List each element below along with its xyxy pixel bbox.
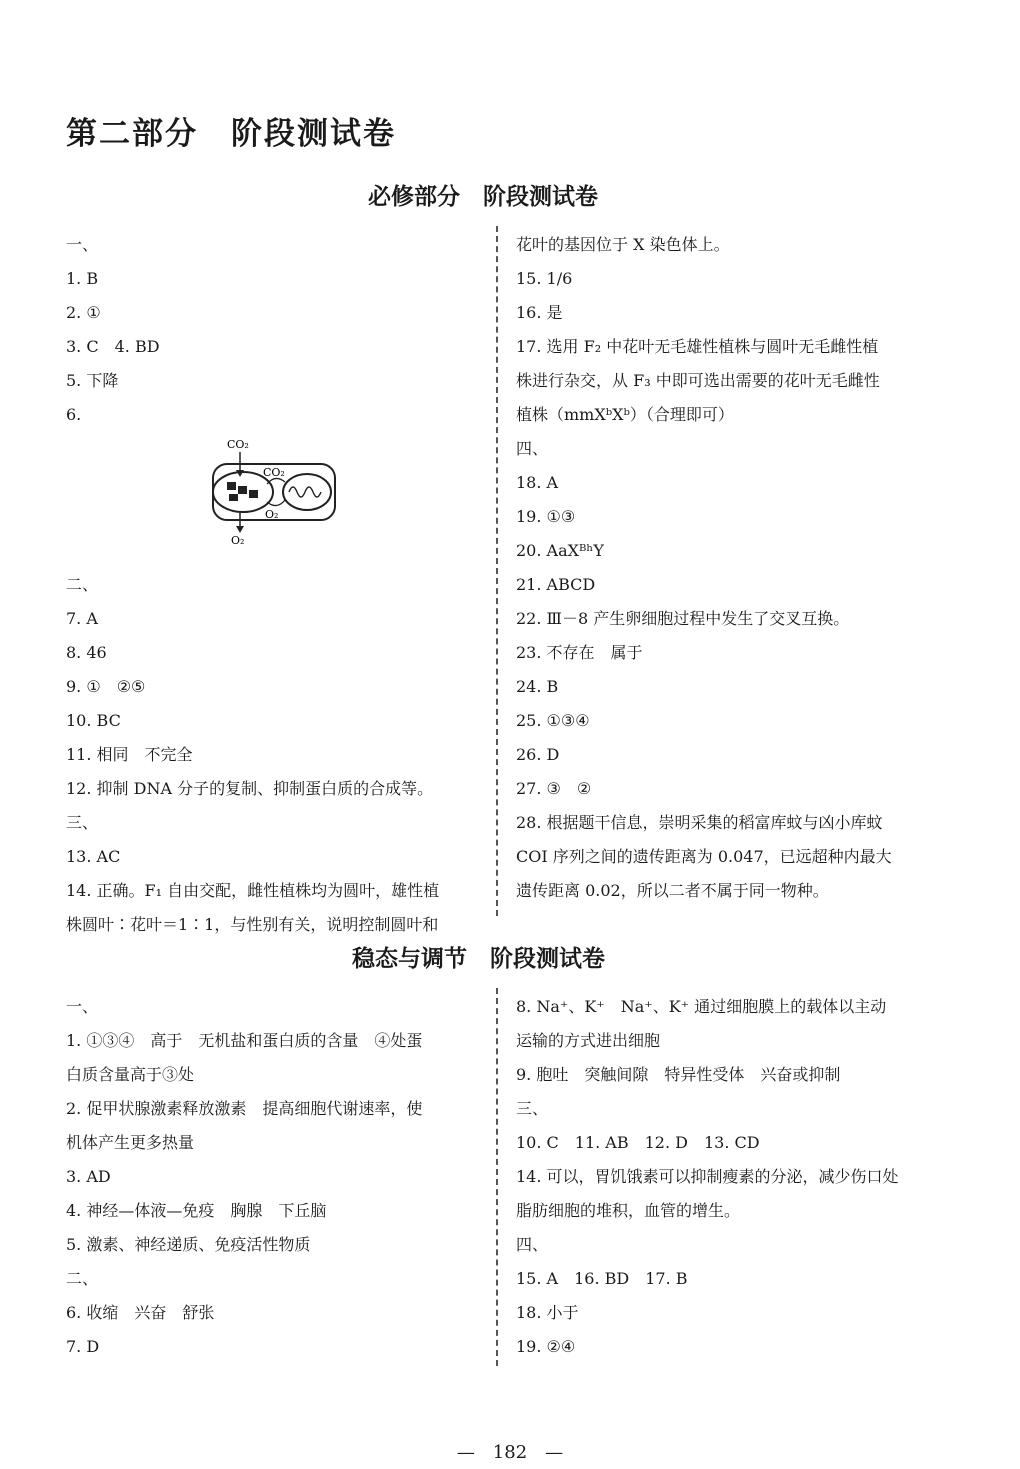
answer-line: 一、	[66, 997, 99, 1016]
organelle-diagram	[205, 432, 345, 547]
answer-line: 18. 小于	[516, 1303, 579, 1322]
part-title: 第二部分 阶段测试卷	[66, 116, 396, 152]
answer-line: 19. ①③	[516, 507, 576, 526]
answer-line: 3. AD	[66, 1167, 111, 1186]
answer-line: 三、	[66, 813, 99, 832]
answer-line: 7. A	[66, 609, 98, 628]
answer-line: 16. 是	[516, 303, 563, 322]
answer-line: 四、	[516, 1235, 549, 1254]
answer-line: 10. C 11. AB 12. D 13. CD	[516, 1133, 760, 1152]
answer-line: 3. C 4. BD	[66, 337, 160, 356]
answer-line: 21. ABCD	[516, 575, 596, 594]
answer-line: 9. ① ②⑤	[66, 677, 146, 696]
answer-line: 白质含量高于③处	[66, 1065, 195, 1084]
answer-line: 12. 抑制 DNA 分子的复制、抑制蛋白质的合成等。	[66, 779, 434, 798]
answer-line: 遗传距离 0.02，所以二者不属于同一物种。	[516, 881, 829, 900]
section-title-homeostasis: 稳态与调节 阶段测试卷	[352, 946, 605, 972]
answer-line: 二、	[66, 575, 99, 594]
section-required-left-column	[66, 228, 486, 942]
answer-line: 株圆叶∶花叶＝1∶1，与性别有关，说明控制圆叶和	[66, 915, 439, 934]
answer-line: 四、	[516, 439, 549, 458]
diagram-label-co2-top: CO₂	[227, 438, 249, 451]
answer-line: 6.	[66, 405, 82, 424]
answer-line: 2. ①	[66, 303, 101, 322]
answer-line: 1. ①③④ 高于 无机盐和蛋白质的含量 ④处蛋	[66, 1031, 423, 1050]
section-homeostasis-right-column	[516, 990, 956, 1364]
answer-line: 14. 正确。F₁ 自由交配，雌性植株均为圆叶，雄性植	[66, 881, 440, 900]
answer-line: 27. ③ ②	[516, 779, 592, 798]
answer-line: 19. ②④	[516, 1337, 576, 1356]
answer-line: 7. D	[66, 1337, 100, 1356]
answer-line: 17. 选用 F₂ 中花叶无毛雄性植株与圆叶无毛雌性植	[516, 337, 879, 356]
answer-line: 25. ①③④	[516, 711, 590, 730]
answer-line: 三、	[516, 1099, 549, 1118]
answer-line: 22. Ⅲ－8 产生卵细胞过程中发生了交叉互换。	[516, 609, 850, 628]
answer-line: 15. A 16. BD 17. B	[516, 1269, 688, 1288]
section-homeostasis-left-column	[66, 990, 486, 1364]
diagram-label-co2-mid: CO₂	[263, 466, 285, 479]
answer-line: 9. 胞吐 突触间隙 特异性受体 兴奋或抑制	[516, 1065, 841, 1084]
answer-line: 10. BC	[66, 711, 121, 730]
column-divider	[496, 988, 498, 1366]
answer-line: 11. 相同 不完全	[66, 745, 193, 764]
answer-line: 14. 可以，胃饥饿素可以抑制瘦素的分泌，减少伤口处	[516, 1167, 899, 1186]
answer-line: 23. 不存在 属于	[516, 643, 643, 662]
answer-line: 运输的方式进出细胞	[516, 1031, 661, 1050]
answer-line: 18. A	[516, 473, 559, 492]
answer-line: 2. 促甲状腺激素释放激素 提高细胞代谢速率，使	[66, 1099, 423, 1118]
answer-line: 5. 下降	[66, 371, 119, 390]
answer-line: 6. 收缩 兴奋 舒张	[66, 1303, 215, 1322]
answer-line: 植株（mmXᵇXᵇ）（合理即可）	[516, 405, 734, 424]
answer-line: 8. Na⁺、K⁺ Na⁺、K⁺ 通过细胞膜上的载体以主动	[516, 997, 887, 1016]
section-title-required: 必修部分 阶段测试卷	[368, 184, 598, 210]
page-number: — 182 —	[456, 1442, 564, 1463]
answer-line: 28. 根据题干信息，崇明采集的稻富库蚊与凶小库蚊	[516, 813, 883, 832]
answer-line: 1. B	[66, 269, 99, 288]
answer-line: 脂肪细胞的堆积，血管的增生。	[516, 1201, 741, 1220]
answer-line: 机体产生更多热量	[66, 1133, 195, 1152]
diagram-label-o2-mid: O₂	[265, 508, 279, 521]
section-required-right-column	[516, 228, 956, 908]
answer-line: 24. B	[516, 677, 559, 696]
mitochondrion-icon	[283, 474, 331, 510]
answer-line: 二、	[66, 1269, 99, 1288]
answer-line: 株进行杂交，从 F₃ 中即可选出需要的花叶无毛雌性	[516, 371, 880, 390]
answer-line: 花叶的基因位于 X 染色体上。	[516, 235, 730, 254]
answer-line: 15. 1/6	[516, 269, 573, 288]
answer-line: 8. 46	[66, 643, 107, 662]
answer-line: 13. AC	[66, 847, 121, 866]
diagram-label-o2-bottom: O₂	[231, 534, 245, 547]
column-divider	[496, 226, 498, 916]
answer-line: COI 序列之间的遗传距离为 0.047，已远超种内最大	[516, 847, 892, 866]
answer-line: 26. D	[516, 745, 560, 764]
answer-line: 一、	[66, 235, 99, 254]
answer-line: 4. 神经—体液—免疫 胸腺 下丘脑	[66, 1201, 327, 1220]
answer-line: 5. 激素、神经递质、免疫活性物质	[66, 1235, 311, 1254]
answer-line: 20. AaXᴮʰY	[516, 541, 604, 560]
